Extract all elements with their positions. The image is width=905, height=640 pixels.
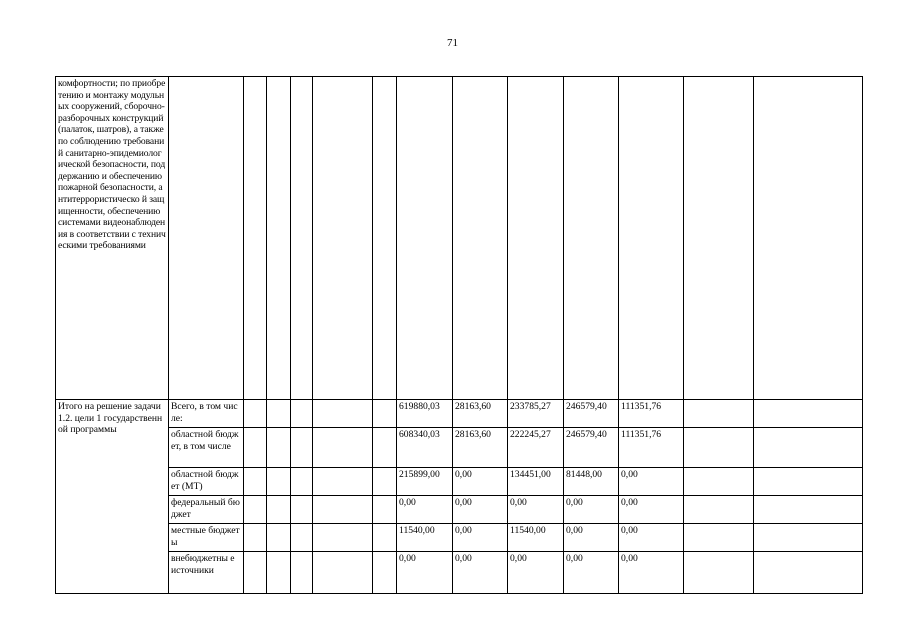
value-year-1: 28163,60 — [453, 400, 508, 428]
value-year-4: 0,00 — [619, 496, 684, 524]
table-row — [56, 428, 863, 468]
value-year-3: 0,00 — [564, 552, 619, 594]
value-year-2: 0,00 — [508, 496, 564, 524]
value-year-4: 111351,76 — [619, 400, 684, 428]
table-row — [56, 400, 863, 428]
value-total: 11540,00 — [397, 524, 453, 552]
value-year-4: 0,00 — [619, 552, 684, 594]
value-year-4: 111351,76 — [619, 428, 684, 468]
continuation-row — [56, 77, 863, 400]
value-year-2: 134451,00 — [508, 468, 564, 496]
table-row — [56, 552, 863, 594]
budget-table — [55, 76, 863, 594]
task-total-label: Итого на решение задачи 1.2. цели 1 государственной программы — [56, 400, 169, 594]
value-year-2: 0,00 — [508, 552, 564, 594]
value-total: 608340,03 — [397, 428, 453, 468]
table-row — [56, 496, 863, 524]
source-label: Всего, в том числе: — [169, 400, 244, 428]
value-total: 215899,00 — [397, 468, 453, 496]
source-label: областной бюджет (МТ) — [169, 468, 244, 496]
value-year-3: 81448,00 — [564, 468, 619, 496]
value-year-2: 222245,27 — [508, 428, 564, 468]
page-number: 71 — [447, 37, 458, 49]
source-label: федеральный бюджет — [169, 496, 244, 524]
value-year-3: 0,00 — [564, 496, 619, 524]
value-year-1: 28163,60 — [453, 428, 508, 468]
value-year-1: 0,00 — [453, 524, 508, 552]
value-year-4: 0,00 — [619, 468, 684, 496]
value-total: 619880,03 — [397, 400, 453, 428]
value-year-3: 246579,40 — [564, 428, 619, 468]
value-year-2: 233785,27 — [508, 400, 564, 428]
value-year-1: 0,00 — [453, 468, 508, 496]
source-label: местные бюджеты — [169, 524, 244, 552]
value-total: 0,00 — [397, 552, 453, 594]
value-total: 0,00 — [397, 496, 453, 524]
value-year-1: 0,00 — [453, 552, 508, 594]
source-label: областной бюджет, в том числе — [169, 428, 244, 468]
source-label: внебюджетны е источники — [169, 552, 244, 594]
table-row — [56, 524, 863, 552]
table-row — [56, 468, 863, 496]
value-year-1: 0,00 — [453, 496, 508, 524]
value-year-3: 0,00 — [564, 524, 619, 552]
value-year-3: 246579,40 — [564, 400, 619, 428]
value-year-2: 11540,00 — [508, 524, 564, 552]
value-year-4: 0,00 — [619, 524, 684, 552]
continuation-description: комфортности; по приобретению и монтажу модульных сооружений, сборочно-разборочных конструкций (палаток, шатров), а также по соблюдению требований санитарно-эпидемиологической безопасности, поддержанию и обеспечению пожарной безопасности, антитеррористическо й защищенности, обеспечению системами видеонаблюдения в соответствии с техническими требованиями — [56, 77, 169, 400]
